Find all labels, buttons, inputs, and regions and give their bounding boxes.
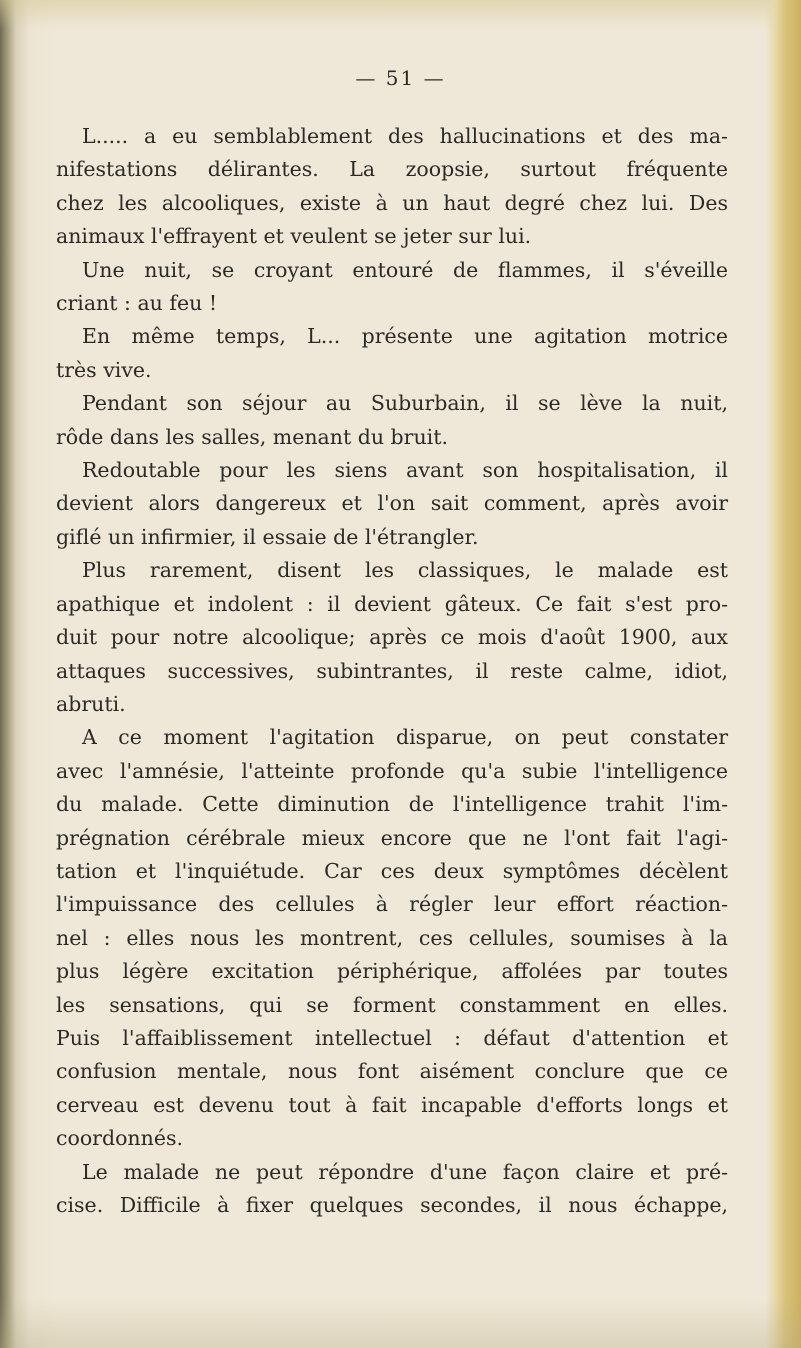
text-line: Puis l'affaiblissement intellectuel : défaut d'attention et	[56, 1025, 728, 1050]
text-line: animaux l'effrayent et veulent se jeter sur lui.	[56, 224, 532, 249]
text-line: Plus rarement, disent les classiques, le malade est	[82, 558, 728, 583]
text-line: l'impuissance des cellules à régler leur effort réaction-	[56, 892, 728, 917]
text-line: nel : elles nous les montrent, ces cellules, soumises à la	[56, 925, 728, 950]
page-top-shading	[0, 0, 801, 30]
text-line: cerveau est devenu tout à fait incapable d'efforts longs et	[56, 1092, 728, 1117]
text-line: rôde dans les salles, menant du bruit.	[56, 424, 448, 449]
text-line: apathique et indolent : il devient gâteux. Ce fait s'est pro-	[56, 591, 728, 616]
text-line: attaques successives, subintrantes, il reste calme, idiot,	[56, 658, 728, 683]
text-line: L..... a eu semblablement des hallucinations et des ma-	[82, 124, 728, 148]
text-line: du malade. Cette diminution de l'intelligence trahit l'im-	[56, 792, 728, 817]
text-line: prégnation cérébrale mieux encore que ne l'ont fait l'agi-	[56, 825, 728, 850]
text-line: plus légère excitation périphérique, affolées par toutes	[56, 959, 728, 984]
text-line: nifestations délirantes. La zoopsie, surtout fréquente	[56, 157, 728, 182]
text-line: coordonnés.	[56, 1126, 184, 1151]
text-line: giflé un infirmier, il essaie de l'étrangler.	[56, 524, 479, 549]
text-line: abruti.	[56, 691, 126, 716]
text-line: Pendant son séjour au Suburbain, il se lève la nuit,	[82, 391, 728, 416]
text-line: duit pour notre alcoolique; après ce mois d'août 1900, aux	[56, 625, 728, 650]
text-line: avec l'amnésie, l'atteinte profonde qu'a subie l'intelligence	[56, 758, 728, 783]
text-line: Le malade ne peut répondre d'une façon claire et pré-	[82, 1159, 728, 1184]
text-line: A ce moment l'agitation disparue, on peut constater	[82, 725, 728, 750]
text-line: devient alors dangereux et l'on sait comment, après avoir	[56, 491, 728, 516]
body-text	[56, 120, 728, 1222]
page-bottom-shading	[0, 1298, 801, 1348]
text-line: très vive.	[56, 357, 152, 382]
text-line: les sensations, qui se forment constamment en elles.	[56, 992, 728, 1017]
text-line: chez les alcooliques, existe à un haut degré chez lui. Des	[56, 190, 728, 215]
text-line: tation et l'inquiétude. Car ces deux symptômes décèlent	[56, 858, 728, 883]
text-line: Redoutable pour les siens avant son hospitalisation, il	[82, 458, 728, 483]
page-right-edge-stain	[765, 0, 801, 1348]
text-line: criant : au feu !	[56, 291, 218, 316]
text-line: En même temps, L... présente une agitation motrice	[82, 324, 728, 349]
text-line: confusion mentale, nous font aisément conclure que ce	[56, 1059, 728, 1084]
text-line: cise. Difficile à fixer quelques secondes, il nous échappe,	[56, 1193, 728, 1217]
text-line: Une nuit, se croyant entouré de flammes, il s'éveille	[82, 257, 728, 282]
page-number: — 51 —	[355, 66, 446, 90]
